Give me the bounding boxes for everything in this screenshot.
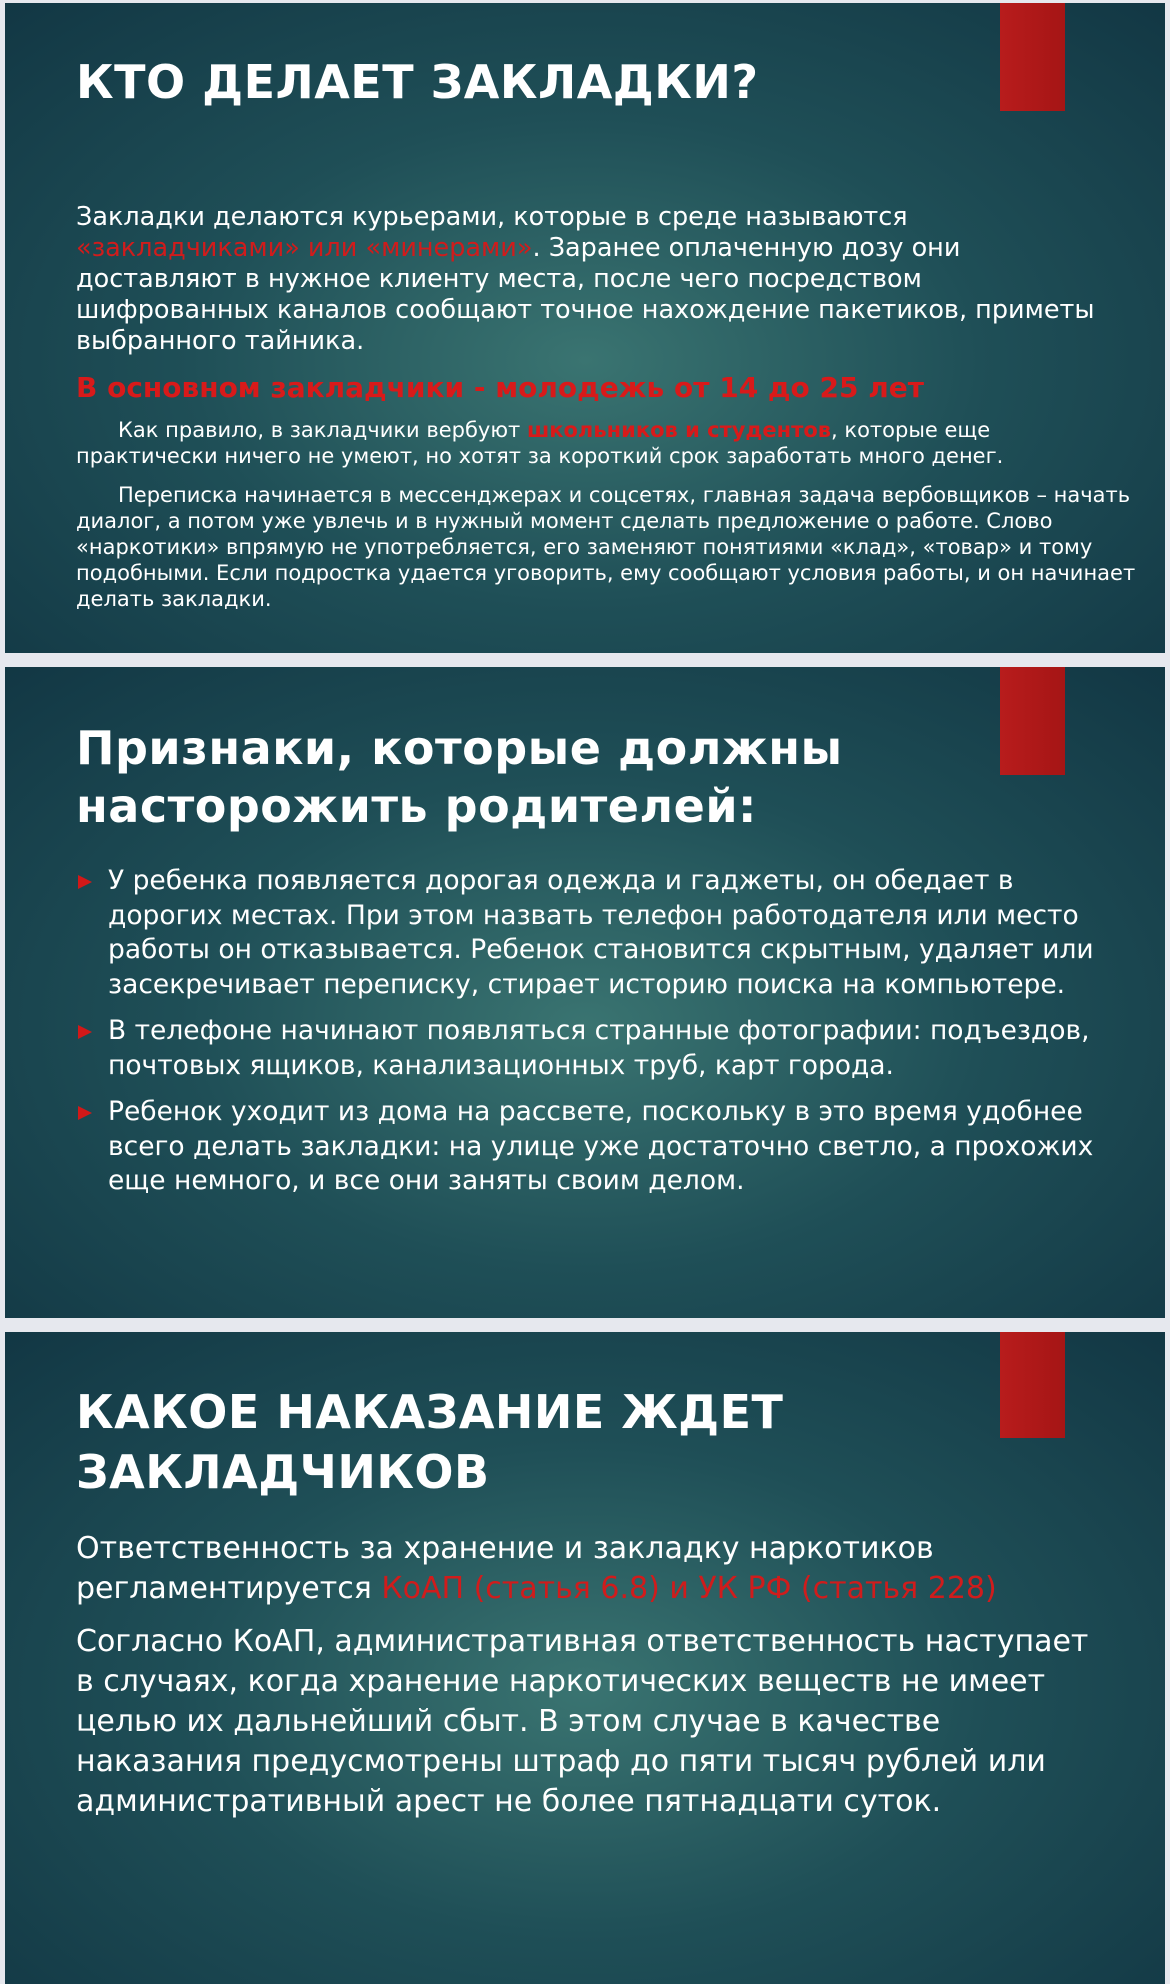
slide-warning-signs [5,667,1165,1318]
list-item [76,864,1106,1002]
recruitment-paragraph [76,417,1136,469]
recruitment-text-start: Как правило, в закладчики вербуют [118,418,527,442]
intro-paragraph [76,202,1096,357]
slide-punishment [5,1332,1165,1984]
responsibility-text: Ответственность за хранение и закладку наркотиков регламентируется [76,1531,934,1606]
slide-title: Признаки, которые должны насторожить родителей: [76,721,843,833]
triangle-bullet-icon [78,1106,92,1120]
administrative-paragraph: Согласно КоАП, административная ответственность наступает в случаях, когда хранение наркотических веществ не имеет целью их дальнейший сбыт. В этом случае в качестве наказания предусмотрены штраф до пяти тысяч рублей или административный арест не более пятнадцати суток. [76,1624,1089,1819]
law-references: КоАП (статья 6.8) и УК РФ (статья 228) [381,1571,997,1606]
slide-title: КАКОЕ НАКАЗАНИЕ ЖДЕТ ЗАКЛАДЧИКОВ [76,1385,784,1499]
intro-highlight-terms: «закладчиками» или «минерами» [76,233,533,263]
warning-signs-list [76,864,1106,1211]
slide-who-makes-stashes [5,3,1165,653]
red-accent-tab [1000,667,1065,775]
messaging-paragraph: Переписка начинается в мессенджерах и соцсетях, главная задача вербовщиков – начать диалог, а потом уже увлечь и в нужный момент сделать предложение о работе. Слово «наркотики» впрямую не употребляется, его заменяют понятиями «клад», «товар» и тому подобными. Если подростка удается уговорить, ему сообщают условия работы, и он начинает делать закладки. [76,483,1136,611]
age-highlight: В основном закладчики - молодежь от 14 до 25 лет [76,371,924,404]
intro-text-end: . Заранее оплаченную дозу они доставляют в нужное клиенту места, после чего посредством шифрованных каналов сообщают точное нахождение пакетиков, приметы выбранного тайника. [76,233,1095,356]
triangle-bullet-icon [78,1025,92,1039]
slide-title: КТО ДЕЛАЕТ ЗАКЛАДКИ? [76,55,759,109]
red-accent-tab [1000,3,1065,111]
recruitment-highlight: школьников и студентов [526,418,832,442]
red-accent-tab [1000,1332,1065,1438]
list-item [76,1014,1106,1083]
triangle-bullet-icon [78,875,92,889]
list-item-text: У ребенка появляется дорогая одежда и гаджеты, он обедает в дорогих местах. При этом назвать телефон работодателя или место работы он отказывается. Ребенок становится скрытным, удаляет или засекречивает переписку, стирает историю поиска на компьютере. [108,865,1094,1000]
list-item-text: Ребенок уходит из дома на рассвете, поскольку в это время удобнее всего делать закладки: на улице уже достаточно светло, а прохожих еще немного, и все они заняты своим делом. [108,1096,1094,1196]
intro-text-start: Закладки делаются курьерами, которые в среде называются [76,202,908,232]
recruitment-text-end: , которые еще практически ничего не умеют, но хотят за короткий срок заработать много денег. [76,418,1004,468]
list-item-text: В телефоне начинают появляться странные фотографии: подъездов, почтовых ящиков, канализационных труб, карт города. [108,1015,1090,1081]
list-item [76,1095,1106,1199]
responsibility-paragraph [76,1529,1096,1609]
